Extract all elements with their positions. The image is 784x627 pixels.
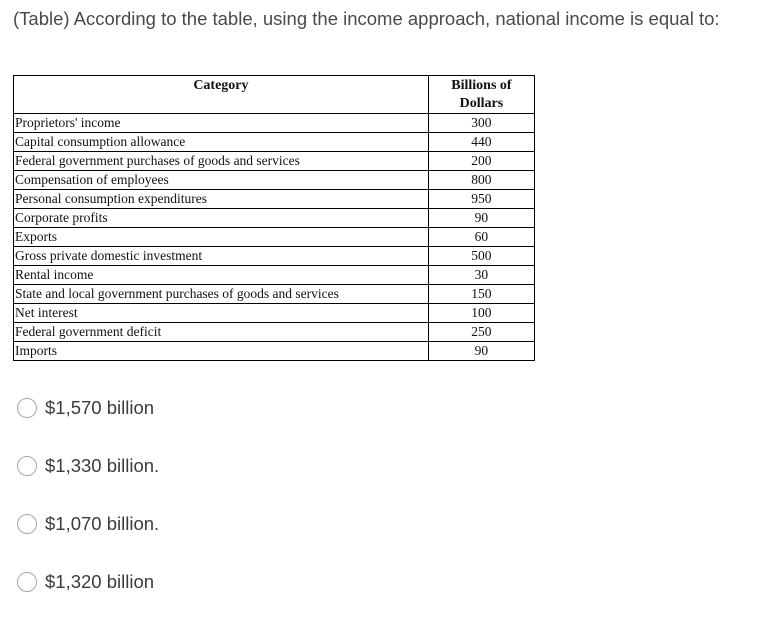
value-cell: 150 [428, 285, 534, 304]
table-row [14, 114, 535, 133]
category-header: Category [14, 76, 429, 114]
category-cell: Net interest [14, 304, 429, 323]
income-table [13, 75, 535, 361]
table-row [14, 323, 535, 342]
value-cell: 60 [428, 228, 534, 247]
value-cell: 300 [428, 114, 534, 133]
value-cell: 100 [428, 304, 534, 323]
category-cell: Imports [14, 342, 429, 361]
table-row [14, 342, 535, 361]
table-row [14, 171, 535, 190]
question-text: (Table) According to the table, using the income approach, national income is equal to: [13, 8, 720, 29]
value-cell: 30 [428, 266, 534, 285]
value-header: Billions of Dollars [428, 76, 534, 114]
value-cell: 90 [428, 209, 534, 228]
answer-options [17, 395, 159, 627]
table-header-row [14, 76, 535, 114]
table-row [14, 228, 535, 247]
radio-button[interactable] [17, 398, 37, 418]
category-cell: Corporate profits [14, 209, 429, 228]
value-cell: 800 [428, 171, 534, 190]
value-cell: 90 [428, 342, 534, 361]
radio-button[interactable] [17, 514, 37, 534]
value-cell: 950 [428, 190, 534, 209]
category-cell: Federal government deficit [14, 323, 429, 342]
category-cell: Federal government purchases of goods and services [14, 152, 429, 171]
value-cell: 440 [428, 133, 534, 152]
table-row [14, 247, 535, 266]
radio-button[interactable] [17, 572, 37, 592]
answer-label[interactable]: $1,070 billion. [45, 513, 160, 534]
answer-option-b[interactable] [17, 453, 159, 479]
category-cell: Rental income [14, 266, 429, 285]
table-row [14, 266, 535, 285]
value-cell: 200 [428, 152, 534, 171]
category-cell: Personal consumption expenditures [14, 190, 429, 209]
table-row [14, 304, 535, 323]
table-row [14, 152, 535, 171]
category-cell: Compensation of employees [14, 171, 429, 190]
category-cell: Capital consumption allowance [14, 133, 429, 152]
answer-label[interactable]: $1,320 billion [45, 571, 155, 592]
value-cell: 500 [428, 247, 534, 266]
category-cell: Proprietors' income [14, 114, 429, 133]
answer-option-d[interactable] [17, 569, 159, 595]
table-row [14, 190, 535, 209]
answer-option-c[interactable] [17, 511, 159, 537]
value-cell: 250 [428, 323, 534, 342]
answer-label[interactable]: $1,330 billion. [45, 455, 160, 476]
category-cell: State and local government purchases of goods and services [14, 285, 429, 304]
table-row [14, 285, 535, 304]
answer-label[interactable]: $1,570 billion [45, 397, 155, 418]
answer-option-a[interactable] [17, 395, 159, 421]
table-row [14, 209, 535, 228]
table-row [14, 133, 535, 152]
category-cell: Exports [14, 228, 429, 247]
category-cell: Gross private domestic investment [14, 247, 429, 266]
radio-button[interactable] [17, 456, 37, 476]
